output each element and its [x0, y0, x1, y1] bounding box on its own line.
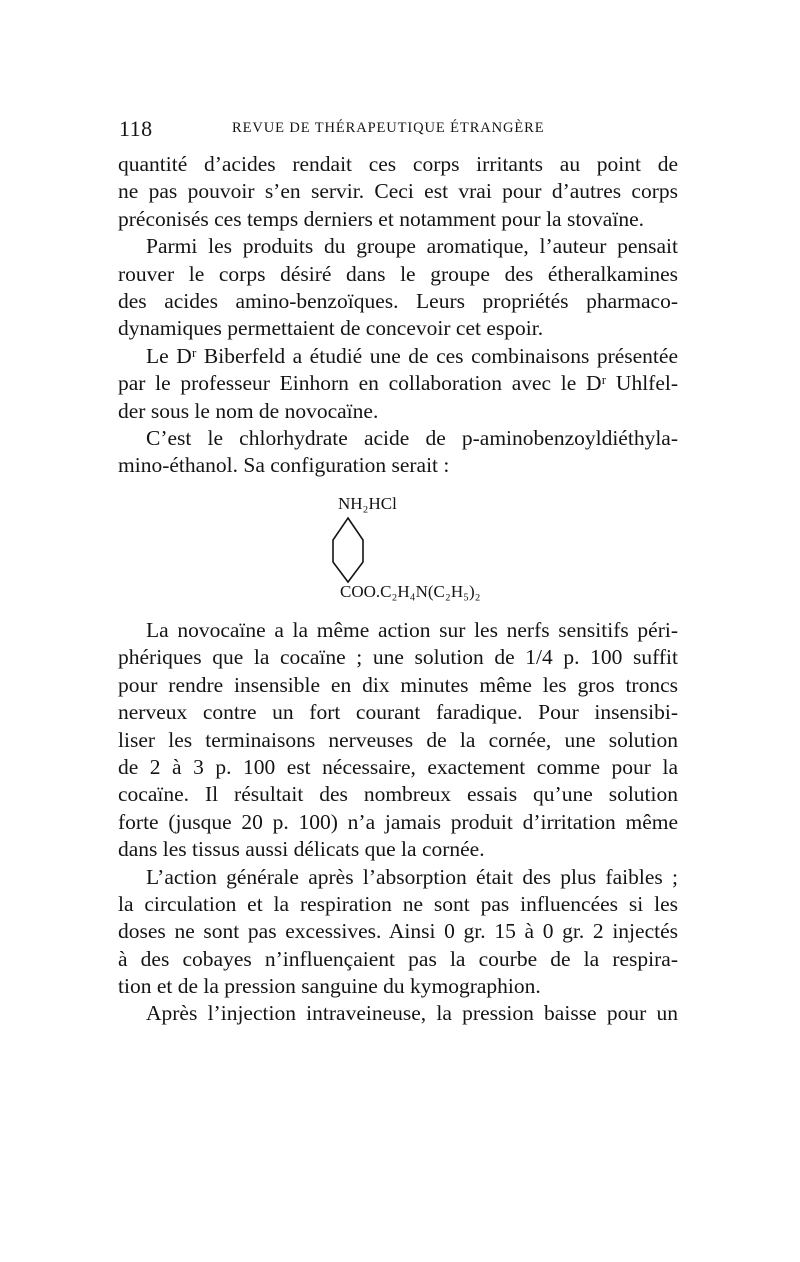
chemical-formula	[320, 492, 560, 612]
paragraph-start-line: Le Dʳ Biberfeld a étudié une de ces combinaisons présentée	[146, 343, 678, 368]
text-line: dans les tissus aussi délicats que la cornée.	[118, 837, 485, 862]
paragraph-start-line: Après l’injection intraveineuse, la pression baisse pour un	[146, 1001, 678, 1026]
text-line: tion et de la pression sanguine du kymographion.	[118, 974, 541, 999]
text-line: par le professeur Einhorn en collaboration avec le Dʳ Uhlfel-	[118, 371, 678, 396]
text-line: à des cobayes n’influençaient pas la courbe de la respira-	[118, 946, 678, 971]
text-line: de 2 à 3 p. 100 est nécessaire, exactement comme pour la	[118, 754, 678, 779]
paragraph-start-line: La novocaïne a la même action sur les nerfs sensitifs péri-	[146, 618, 678, 642]
text-line: forte (jusque 20 p. 100) n’a jamais produit d’irritation même	[118, 809, 678, 834]
page-number: 118	[119, 116, 153, 141]
paragraph-start-line: C’est le chlorhydrate acide de p-aminobenzoyldiéthyla-	[146, 425, 678, 450]
text-line: liser les terminaisons nerveuses de la cornée, une solution	[118, 727, 678, 752]
text-line: der sous le nom de novocaïne.	[118, 398, 379, 423]
benzene-ring-icon	[320, 492, 400, 592]
paragraph-start-line: Parmi les produits du groupe aromatique, l’auteur pensait	[146, 234, 678, 259]
text-line: quantité d’acides rendait ces corps irritants au point de	[118, 152, 678, 176]
text-line: mino-éthanol. Sa configuration serait :	[118, 453, 450, 478]
text-line: la circulation et la respiration ne sont pas influencées si les	[118, 891, 678, 916]
paragraph-start-line: L’action générale après l’absorption était des plus faibles ;	[146, 864, 678, 889]
text-line: pour rendre insensible en dix minutes même les gros troncs	[118, 672, 678, 697]
text-line: dynamiques permettaient de concevoir cet espoir.	[118, 316, 544, 341]
running-title: REVUE DE THÉRAPEUTIQUE ÉTRANGÈRE	[232, 120, 545, 136]
text-line: nerveux contre un fort courant faradique. Pour insensibi-	[118, 700, 678, 725]
text-line: préconisés ces temps derniers et notamment pour la stovaïne.	[118, 206, 644, 231]
formula-top-group: NH₂HCl	[338, 494, 397, 513]
body-text-upper	[118, 151, 678, 480]
text-line: phériques que la cocaïne ; une solution de 1/4 p. 100 suffit	[118, 645, 678, 670]
text-line: rouver le corps désiré dans le groupe des étheralkamines	[118, 261, 678, 286]
formula-bottom-group: COO.C₂H₄N(C₂H₅)₂	[340, 582, 481, 601]
text-line: cocaïne. Il résultait des nombreux essais qu’une solution	[118, 782, 678, 807]
body-text-lower	[118, 617, 678, 1028]
text-line: des acides amino-benzoïques. Leurs propriétés pharmaco-	[118, 288, 678, 313]
text-line: doses ne sont pas excessives. Ainsi 0 gr. 15 à 0 gr. 2 injectés	[118, 919, 678, 944]
text-line: ne pas pouvoir s’en servir. Ceci est vrai pour d’autres corps	[118, 179, 678, 204]
